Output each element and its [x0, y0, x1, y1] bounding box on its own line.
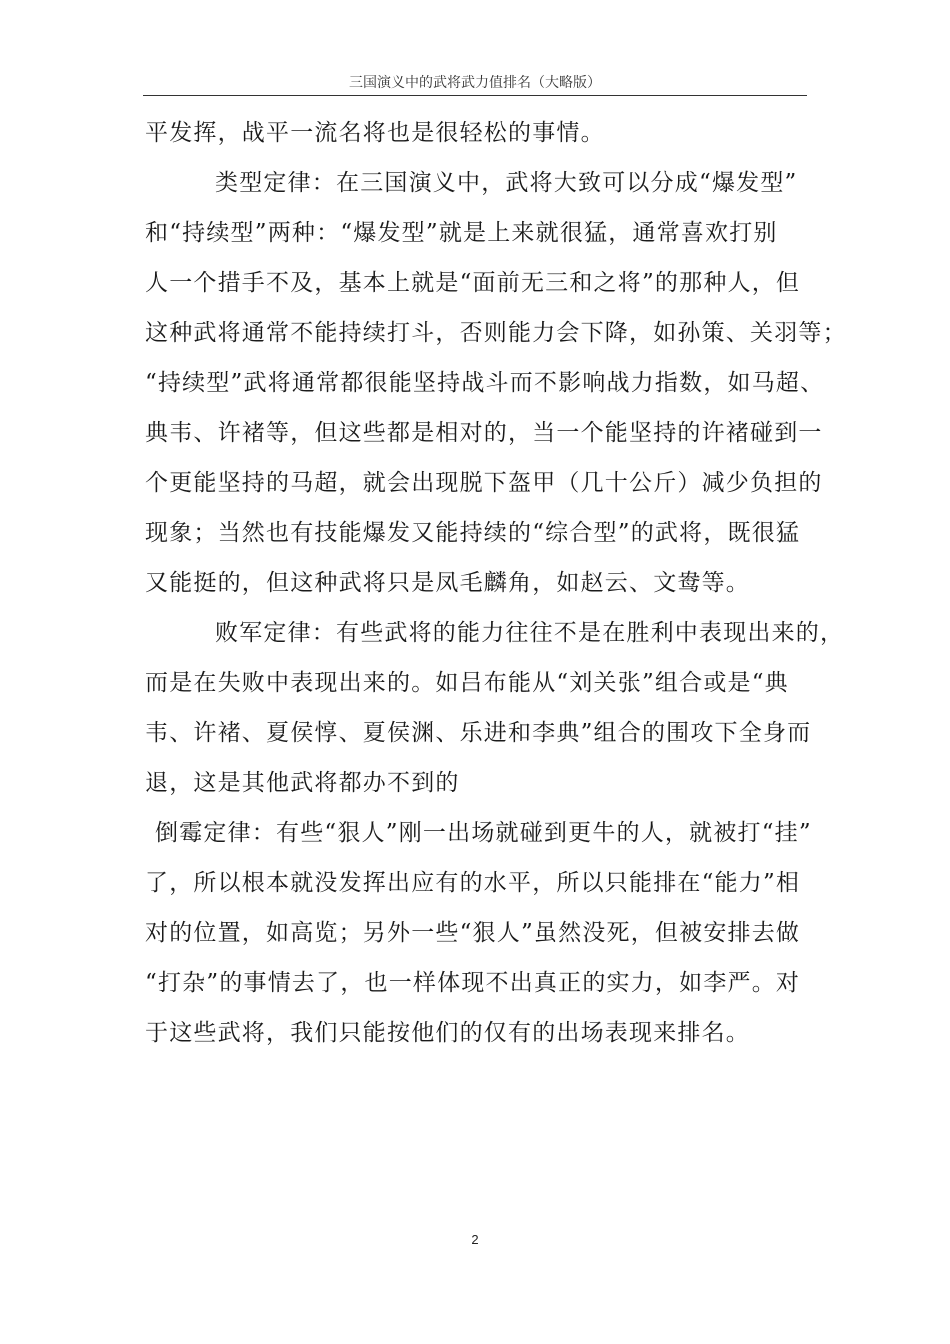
paragraph-line: 人一个措手不及，基本上就是“面前无三和之将”的那种人，但 [145, 270, 801, 296]
paragraph-line: 平发挥，战平一流名将也是很轻松的事情。 [145, 120, 605, 146]
paragraph-line: “打杂”的事情去了，也一样体现不出真正的实力，如李严。对 [145, 970, 801, 996]
paragraph-line: 个更能坚持的马超，就会出现脱下盔甲（几十公斤）减少负担的 [145, 470, 823, 496]
paragraph-line: “持续型”武将通常都很能坚持战斗而不影响战力指数，如马超、 [145, 370, 825, 396]
paragraph-line: 类型定律：在三国演义中，武将大致可以分成“爆发型” [215, 170, 798, 196]
paragraph-line: 于这些武将，我们只能按他们的仅有的出场表现来排名。 [145, 1020, 750, 1046]
paragraph-line: 对的位置，如高览；另外一些“狠人”虽然没死，但被安排去做 [145, 920, 801, 946]
paragraph-line: 退，这是其他武将都办不到的 [145, 770, 460, 796]
paragraph-line: 又能挺的，但这种武将只是凤毛麟角，如赵云、文鸯等。 [145, 570, 750, 596]
page-number: 2 [471, 1232, 479, 1247]
paragraph-line: 现象；当然也有技能爆发又能持续的“综合型”的武将，既很猛 [145, 520, 801, 546]
paragraph-line: 而是在失败中表现出来的。如吕布能从“刘关张”组合或是“典 [145, 670, 789, 696]
paragraph-line: 和“持续型”两种：“爆发型”就是上来就很猛，通常喜欢打别 [145, 220, 778, 246]
paragraph-line: 败军定律：有些武将的能力往往不是在胜利中表现出来的， [215, 620, 845, 646]
paragraph-line: 典韦、许褚等，但这些都是相对的，当一个能坚持的许褚碰到一 [145, 420, 823, 446]
header-divider [143, 95, 807, 96]
paragraph-line: 了，所以根本就没发挥出应有的水平，所以只能排在“能力”相 [145, 870, 801, 896]
paragraph-line: 这种武将通常不能持续打斗，否则能力会下降，如孙策、关羽等； [145, 320, 847, 346]
page-header-title: 三国演义中的武将武力值排名（大略版） [349, 75, 601, 91]
paragraph-line: 倒霉定律：有些“狠人”刚一出场就碰到更牛的人，就被打“挂” [155, 820, 812, 846]
paragraph-line: 韦、许褚、夏侯惇、夏侯渊、乐进和李典”组合的围攻下全身而 [145, 720, 812, 746]
